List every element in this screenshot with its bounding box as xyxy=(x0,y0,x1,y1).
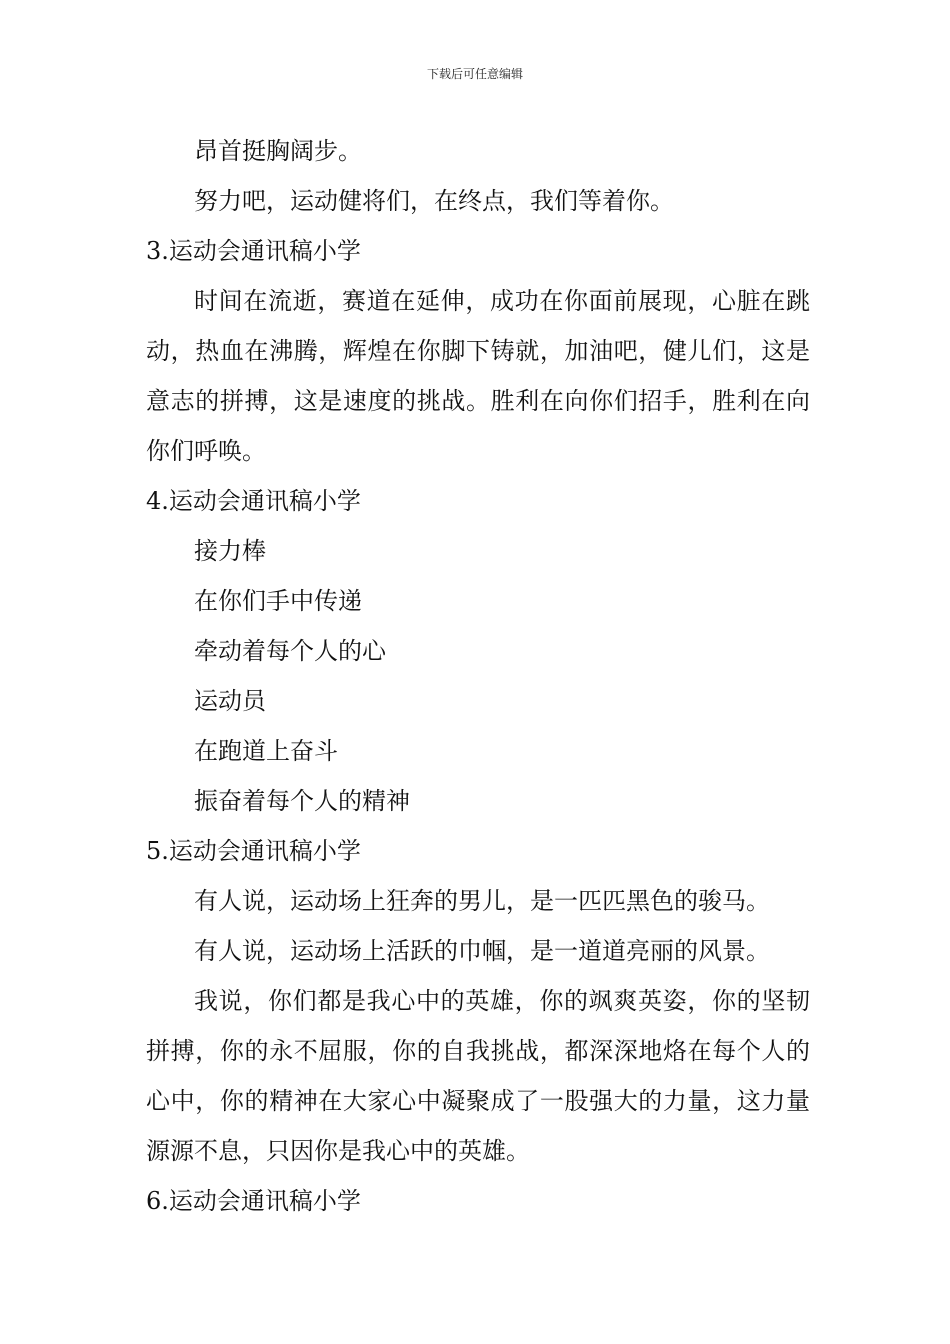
paragraph: 有人说，运动场上狂奔的男儿，是一匹匹黑色的骏马。 xyxy=(194,887,770,915)
section-heading: 3.运动会通讯稿小学 xyxy=(146,237,361,265)
paragraph: 昂首挺胸阔步。 xyxy=(194,137,362,165)
document-body xyxy=(146,126,810,1226)
paragraph: 有人说，运动场上活跃的巾帼，是一道道亮丽的风景。 xyxy=(194,937,770,965)
poem-line: 接力棒 xyxy=(194,537,266,565)
paragraph: 我说，你们都是我心中的英雄，你的飒爽英姿，你的坚韧拼搏，你的永不屈服，你的自我挑战，都深深地烙在每个人的心中，你的精神在大家心中凝聚成了一股强大的力量，这力量源源不息，只因你是我心中的英雄。 xyxy=(146,987,810,1165)
section-heading: 4.运动会通讯稿小学 xyxy=(146,487,361,515)
poem-line: 在跑道上奋斗 xyxy=(194,737,338,765)
poem-line: 振奋着每个人的精神 xyxy=(194,787,410,815)
paragraph: 努力吧，运动健将们，在终点，我们等着你。 xyxy=(194,187,674,215)
section-heading: 6.运动会通讯稿小学 xyxy=(146,1187,361,1215)
poem-line: 在你们手中传递 xyxy=(194,587,362,615)
poem-line: 运动员 xyxy=(194,687,266,715)
section-heading: 5.运动会通讯稿小学 xyxy=(146,837,361,865)
page-header: 下载后可任意编辑 xyxy=(426,67,523,81)
paragraph: 时间在流逝，赛道在延伸，成功在你面前展现，心脏在跳动，热血在沸腾，辉煌在你脚下铸就，加油吧，健儿们，这是意志的拼搏，这是速度的挑战。胜利在向你们招手，胜利在向你们呼唤。 xyxy=(146,287,810,465)
poem-line: 牵动着每个人的心 xyxy=(194,637,386,665)
